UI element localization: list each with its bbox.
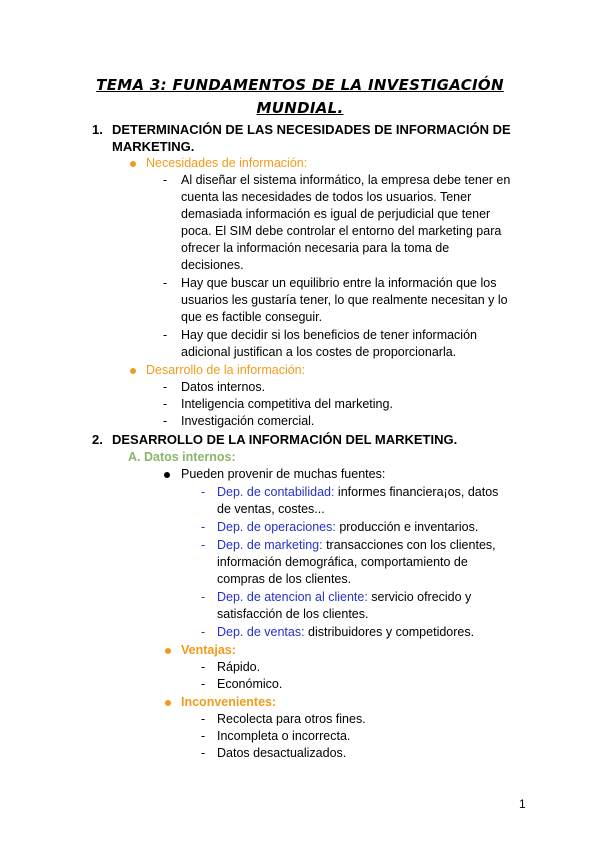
section-2-title: DESARROLLO DE LA INFORMACIÓN DEL MARKETING. (112, 432, 458, 447)
text-line: Hay que decidir si los beneficios de tener información (181, 328, 477, 342)
source-ventas (217, 624, 474, 641)
dash-icon: - (201, 729, 206, 743)
dep-description: distribuidores y competidores. (304, 625, 475, 639)
subheading-desarrollo: Desarrollo de la información: (146, 363, 306, 377)
section-1-title-line-2: MARKETING. (112, 139, 195, 154)
page-number: 1 (519, 797, 526, 811)
source-operaciones (217, 519, 478, 536)
text-line: cuenta las necesidades de todos los usuarios. Tener (181, 190, 472, 204)
section-2-heading (92, 431, 532, 448)
subheading-inconvenientes: Inconvenientes: (181, 695, 277, 709)
subheading-ventajas: Ventajas: (181, 643, 236, 657)
section-1-number: 1. (92, 122, 103, 137)
text-line: demasiada información es igual de perjudicial que tener (181, 207, 491, 221)
text-line: ofrecer la información necesaria para la toma de (181, 241, 450, 255)
dash-icon: - (163, 380, 168, 394)
dash-icon: - (201, 660, 206, 674)
bullet-dot-icon (165, 648, 171, 654)
text-line: de ventas, costes... (217, 502, 325, 516)
dep-description: producción e inventarios. (335, 520, 479, 534)
dash-icon: - (201, 520, 206, 534)
list-item: Pueden provenir de muchas fuentes: (181, 467, 386, 481)
text-line: decisiones. (181, 258, 244, 272)
list-item: Datos desactualizados. (217, 746, 347, 760)
list-item: Datos internos. (181, 380, 266, 394)
subheading-necesidades: Necesidades de información: (146, 156, 308, 170)
dep-description: informes financiera¡os, datos (334, 485, 499, 499)
section-1-heading (92, 121, 532, 155)
source-contabilidad (217, 484, 498, 501)
subheading-datos-internos: A. Datos internos: (128, 450, 236, 464)
dash-icon: - (201, 485, 206, 499)
list-item: Recolecta para otros fines. (217, 712, 366, 726)
dep-description: transacciones con los clientes, (322, 538, 496, 552)
dash-icon: - (201, 590, 206, 604)
dash-icon: - (201, 746, 206, 760)
section-2-number: 2. (92, 432, 103, 447)
page-title-continued: MUNDIAL. (256, 99, 344, 117)
dep-label: Dep. de ventas: (217, 625, 305, 639)
dash-icon: - (201, 677, 206, 691)
dash-icon: - (201, 625, 206, 639)
dep-description: servicio ofrecido y (367, 590, 472, 604)
list-item: Rápido. (217, 660, 261, 674)
list-item: Investigación comercial. (181, 414, 315, 428)
text-line: que es factible conseguir. (181, 310, 323, 324)
dash-icon: - (201, 712, 206, 726)
source-marketing (217, 537, 496, 554)
list-item: Económico. (217, 677, 283, 691)
dash-icon: - (163, 414, 168, 428)
list-item: Incompleta o incorrecta. (217, 729, 351, 743)
dep-label: Dep. de atencion al cliente: (217, 590, 368, 604)
text-line: información demográfica, comportamiento de (217, 555, 468, 569)
section-1-title-line-1: DETERMINACIÓN DE LAS NECESIDADES DE INFORMACIÓN DE (112, 122, 511, 137)
section-1-title (112, 121, 532, 155)
dash-icon: - (201, 538, 206, 552)
list-item: Inteligencia competitiva del marketing. (181, 397, 393, 411)
bullet-dot-icon (165, 700, 171, 706)
dash-icon: - (163, 173, 168, 187)
text-line: satisfacción de los clientes. (217, 607, 369, 621)
bullet-dot-icon (130, 368, 136, 374)
page-title: TEMA 3: FUNDAMENTOS DE LA INVESTIGACIÓN (96, 76, 504, 94)
dep-label: Dep. de operaciones: (217, 520, 336, 534)
text-line: Hay que buscar un equilibrio entre la información que los (181, 276, 497, 290)
text-line: compras de los clientes. (217, 572, 352, 586)
bullet-dot-icon (164, 472, 170, 478)
dash-icon: - (163, 276, 168, 290)
dep-label: Dep. de contabilidad: (217, 485, 335, 499)
bullet-dot-icon (130, 161, 136, 167)
dash-icon: - (163, 328, 168, 342)
dep-label: Dep. de marketing: (217, 538, 323, 552)
dash-icon: - (163, 397, 168, 411)
text-line: poca. El SIM debe controlar el entorno del marketing para (181, 224, 502, 238)
text-line: usuarios les gustaría tener, lo que realmente necesitan y lo (181, 293, 508, 307)
text-line: adicional justifican a los costes de proporcionarla. (181, 345, 457, 359)
text-line: Al diseñar el sistema informático, la empresa debe tener en (181, 173, 511, 187)
source-atencion-cliente (217, 589, 471, 606)
